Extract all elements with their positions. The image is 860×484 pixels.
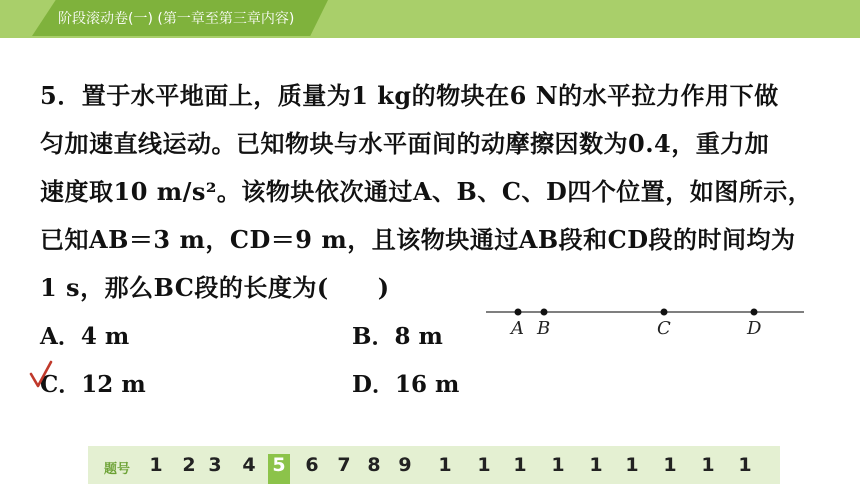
point-b-dot <box>541 309 548 316</box>
nav-question-8[interactable]: 8 <box>367 454 381 476</box>
check-mark-icon <box>28 360 54 390</box>
nav-question-3[interactable]: 3 <box>208 454 222 476</box>
option-c[interactable]: C．12 m <box>40 371 146 398</box>
point-c-dot <box>661 309 668 316</box>
question-line: 速度取10 m/s²。该物块依次通过A、B、C、D四个位置，如图所示， <box>40 177 813 206</box>
question-line: 1 s，那么BC段的长度为( ) <box>40 273 390 302</box>
nav-question-7[interactable]: 7 <box>337 454 351 476</box>
nav-question-15[interactable]: 1 <box>625 454 639 476</box>
nav-question-9[interactable]: 9 <box>398 454 412 476</box>
point-d-label: D <box>747 318 762 339</box>
nav-label: 题号 <box>104 462 131 477</box>
nav-question-6[interactable]: 6 <box>305 454 319 476</box>
point-a-label: A <box>511 318 524 339</box>
nav-question-4[interactable]: 4 <box>242 454 256 476</box>
nav-question-14[interactable]: 1 <box>589 454 603 476</box>
question-text <box>40 72 830 312</box>
question-line: 已知AB＝3 m，CD＝9 m，且该物块通过AB段和CD段的时间均为 <box>40 225 796 254</box>
nav-question-5[interactable]: 5 <box>268 454 290 484</box>
nav-question-18[interactable]: 1 <box>738 454 752 476</box>
nav-question-13[interactable]: 1 <box>551 454 565 476</box>
question-line: 匀加速直线运动。已知物块与水平面间的动摩擦因数为0.4，重力加 <box>40 129 770 158</box>
header-title: 阶段滚动卷(一) (第一章至第三章内容) <box>58 11 295 27</box>
question-line: 5．置于水平地面上，质量为1 kg的物块在6 N的水平拉力作用下做 <box>40 81 779 110</box>
point-d-dot <box>751 309 758 316</box>
nav-question-16[interactable]: 1 <box>663 454 677 476</box>
option-b[interactable]: B．8 m <box>352 323 443 350</box>
position-diagram <box>486 300 806 344</box>
nav-question-11[interactable]: 1 <box>477 454 491 476</box>
nav-question-1[interactable]: 1 <box>149 454 163 476</box>
option-d[interactable]: D．16 m <box>352 371 460 398</box>
nav-question-12[interactable]: 1 <box>513 454 527 476</box>
option-a[interactable]: A．4 m <box>40 323 130 350</box>
point-c-label: C <box>657 318 671 339</box>
point-b-label: B <box>537 318 551 339</box>
nav-question-17[interactable]: 1 <box>701 454 715 476</box>
point-a-dot <box>515 309 522 316</box>
question-nav <box>88 446 780 484</box>
nav-question-10[interactable]: 1 <box>438 454 452 476</box>
nav-question-2[interactable]: 2 <box>182 454 196 476</box>
